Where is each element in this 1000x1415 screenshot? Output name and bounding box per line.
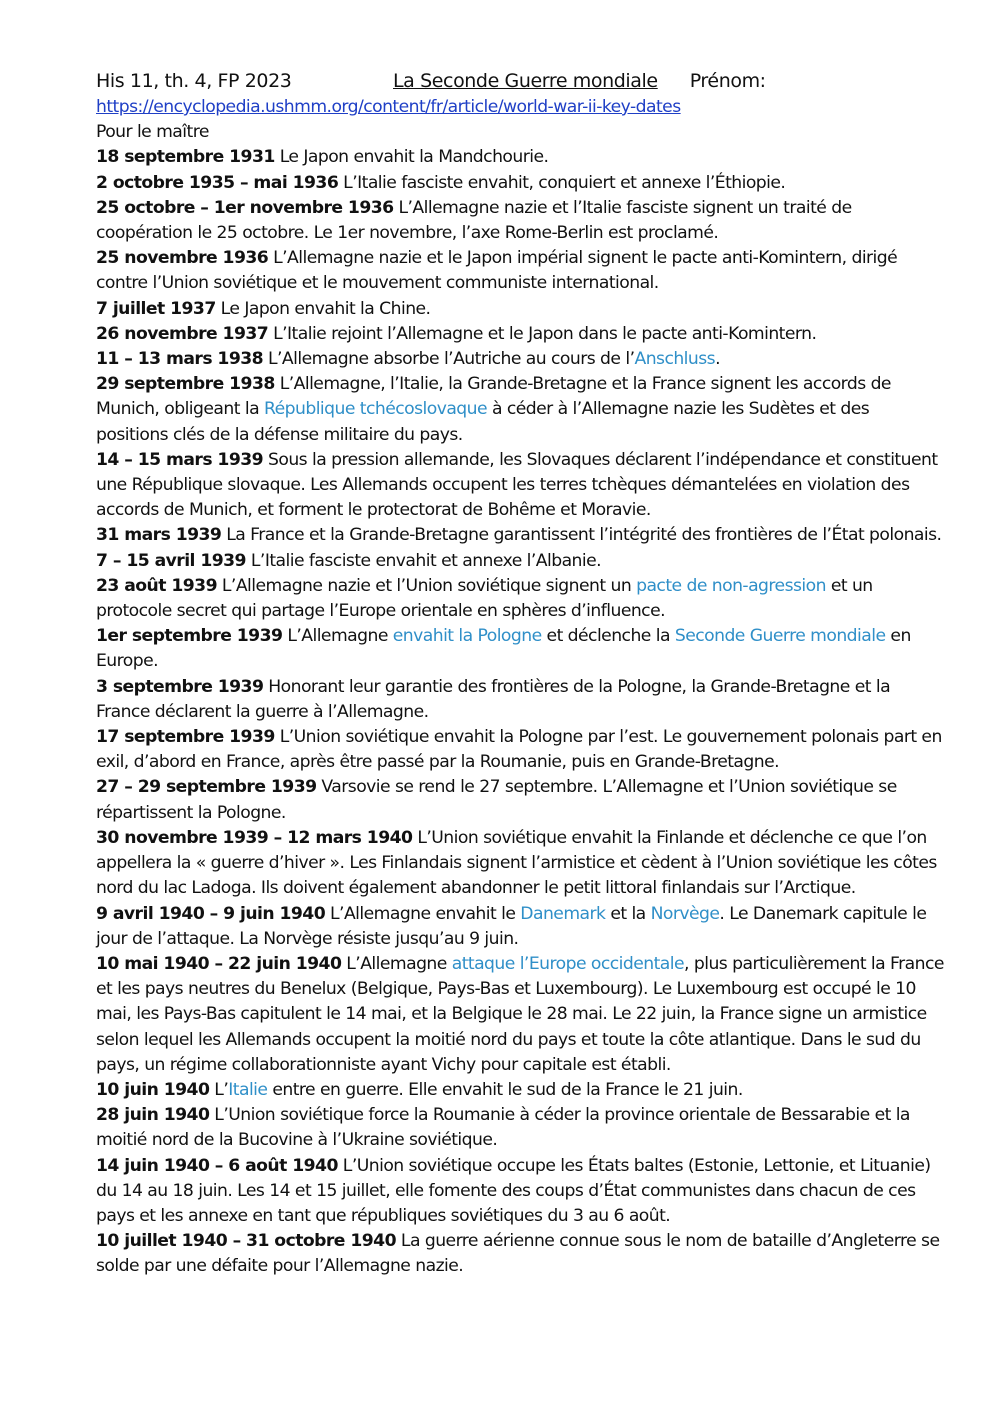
entry-text: L’Allemagne nazie et le Japon impérial signent le pacte anti-Komintern, dirigé contre l’Union soviétique et le mouvement communiste international. <box>96 248 898 294</box>
entry-date: 30 novembre 1939 – 12 mars 1940 <box>96 827 413 848</box>
entry-date: 31 mars 1939 <box>96 525 222 546</box>
document-page <box>96 68 946 1280</box>
entry-date: 25 octobre – 1er novembre 1936 <box>96 197 394 218</box>
timeline-entry <box>96 145 946 170</box>
entry-link[interactable]: envahit la Pologne <box>392 626 542 647</box>
timeline-entry <box>96 523 946 548</box>
entry-text: Sous la pression allemande, les Slovaques déclarent l’indépendance et constituent une République slovaque. Les Allemands occupent les terres tchèques démantelées en violation des accords de Munich, et forment le protectorat de Bohême et Moravie. <box>96 449 938 521</box>
entry-date: 27 – 29 septembre 1939 <box>96 777 317 798</box>
header-line <box>96 68 946 95</box>
entry-text: L’Italie rejoint l’Allemagne et le Japon dans le pacte anti-Komintern. <box>268 323 817 344</box>
entry-date: 26 novembre 1937 <box>96 323 269 344</box>
entry-text: et la <box>605 903 651 924</box>
entry-text: Le Japon envahit la Chine. <box>215 298 431 319</box>
entry-text: L’Allemagne envahit le <box>325 903 521 924</box>
timeline-entry <box>96 624 946 674</box>
timeline-entry <box>96 372 946 448</box>
entry-text: L’Allemagne <box>282 626 393 647</box>
entry-text: et un protocole secret qui partage l’Europe orientale en sphères d’influence. <box>96 575 873 622</box>
entry-date: 28 juin 1940 <box>96 1105 210 1126</box>
entry-text: L’ <box>209 1079 229 1100</box>
timeline-entry <box>96 574 946 624</box>
entry-text: L’Union soviétique envahit la Pologne par l’est. Le gouvernement polonais part en exil, d’abord en France, après être passé par la Roumanie, puis en Grande-Bretagne. <box>96 727 942 773</box>
timeline-entry <box>96 1229 946 1279</box>
entry-date: 11 – 13 mars 1938 <box>96 349 264 370</box>
timeline-entry <box>96 1103 946 1153</box>
timeline-entry <box>96 952 946 1078</box>
name-label: Prénom: <box>689 70 766 92</box>
entry-text: L’Allemagne nazie et l’Union soviétique signent un <box>216 575 637 596</box>
entry-date: 1er septembre 1939 <box>96 626 283 647</box>
source-link[interactable]: https://encyclopedia.ushmm.org/content/fr/article/world-war-ii-key-dates <box>96 97 681 117</box>
timeline-list <box>96 145 946 1279</box>
entry-text: Honorant leur garantie des frontières de la Pologne, la Grande-Bretagne et la France déclarent la guerre à l’Allemagne. <box>96 676 891 722</box>
timeline-entry <box>96 775 946 825</box>
entry-text: L’Allemagne <box>341 953 452 974</box>
entry-text: en Europe. <box>96 626 911 672</box>
entry-date: 10 mai 1940 – 22 juin 1940 <box>96 953 342 974</box>
timeline-entry <box>96 171 946 196</box>
timeline-entry <box>96 347 946 372</box>
entry-text: à céder à l’Allemagne nazie les Sudètes et des positions clés de la défense militaire du pays. <box>96 399 870 445</box>
timeline-entry <box>96 1154 946 1230</box>
entry-date: 3 septembre 1939 <box>96 676 264 697</box>
entry-link[interactable]: République tchécoslovaque <box>263 399 488 420</box>
entry-date: 29 septembre 1938 <box>96 374 275 395</box>
entry-text: L’Union soviétique force la Roumanie à céder la province orientale de Bessarabie et la moitié nord de la Bucovine à l’Ukraine soviétique. <box>96 1105 910 1151</box>
entry-text: L’Union soviétique occupe les États baltes (Estonie, Lettonie, et Lituanie) du 14 au 18 juin. Les 14 et 15 juillet, elle fomente des coups d’État communistes dans chacun de ces pays et les annexe en tant que républiques soviétiques du 3 au 6 août. <box>96 1155 931 1226</box>
entry-link[interactable]: Italie <box>228 1079 268 1100</box>
entry-text: entre en guerre. Elle envahit le sud de la France le 21 juin. <box>267 1079 743 1100</box>
timeline-entry <box>96 902 946 952</box>
entry-date: 9 avril 1940 – 9 juin 1940 <box>96 903 326 924</box>
entry-date: 14 – 15 mars 1939 <box>96 449 264 470</box>
entry-date: 14 juin 1940 – 6 août 1940 <box>96 1155 338 1176</box>
entry-text: L’Italie fasciste envahit, conquiert et annexe l’Éthiopie. <box>338 172 786 193</box>
entry-text: L’Allemagne, l’Italie, la Grande-Bretagne et la France signent les accords de Munich, obligeant la <box>96 374 891 420</box>
entry-date: 17 septembre 1939 <box>96 727 275 748</box>
entry-link[interactable]: Norvège <box>650 903 720 924</box>
entry-date: 10 juin 1940 <box>96 1079 210 1100</box>
entry-link[interactable]: pacte de non-agression <box>636 575 826 596</box>
timeline-entry <box>96 246 946 296</box>
entry-date: 18 septembre 1931 <box>96 147 275 168</box>
timeline-entry <box>96 322 946 347</box>
entry-text: Varsovie se rend le 27 septembre. L’Allemagne et l’Union soviétique se répartissent la Pologne. <box>96 777 897 823</box>
entry-link[interactable]: attaque l’Europe occidentale <box>451 953 685 974</box>
timeline-entry <box>96 725 946 775</box>
entry-link[interactable]: Anschluss <box>634 349 716 370</box>
entry-text: L’Italie fasciste envahit et annexe l’Albanie. <box>245 550 602 571</box>
entry-text: L’Allemagne absorbe l’Autriche au cours de l’ <box>263 349 635 370</box>
entry-text: L’Allemagne nazie et l’Italie fasciste signent un traité de coopération le 25 octobre. Le 1er novembre, l’axe Rome-Berlin est proclamé. <box>96 197 852 244</box>
entry-date: 2 octobre 1935 – mai 1936 <box>96 172 339 193</box>
entry-date: 7 juillet 1937 <box>96 298 216 319</box>
entry-text: L’Union soviétique envahit la Finlande et déclenche ce que l’on appellera la « guerre d’hiver ». Les Finlandais signent l’armistice et cèdent à l’Union soviétique les côtes nord du lac Ladoga. Ils doivent également abandonner le petit littoral finlandais sur l’Arctique. <box>96 827 937 899</box>
timeline-entry <box>96 1078 946 1103</box>
entry-text: . <box>715 349 720 370</box>
entry-date: 7 – 15 avril 1939 <box>96 550 246 571</box>
course-label: His 11, th. 4, FP 2023 <box>96 70 292 92</box>
timeline-entry <box>96 297 946 322</box>
entry-link[interactable]: Seconde Guerre mondiale <box>674 626 886 647</box>
timeline-entry <box>96 826 946 902</box>
timeline-entry <box>96 448 946 524</box>
document-title: La Seconde Guerre mondiale <box>393 70 658 92</box>
timeline-entry <box>96 549 946 574</box>
entry-date: 25 novembre 1936 <box>96 248 269 269</box>
entry-text: La guerre aérienne connue sous le nom de bataille d’Angleterre se solde par une défaite pour l’Allemagne nazie. <box>96 1231 940 1277</box>
timeline-entry <box>96 675 946 725</box>
entry-text: . Le Danemark capitule le jour de l’attaque. La Norvège résiste jusqu’au 9 juin. <box>96 903 927 949</box>
entry-text: La France et la Grande-Bretagne garantissent l’intégrité des frontières de l’État polonais. <box>221 525 942 546</box>
entry-text: Le Japon envahit la Mandchourie. <box>274 147 549 168</box>
timeline-entry <box>96 196 946 246</box>
entry-link[interactable]: Danemark <box>520 903 606 924</box>
entry-date: 23 août 1939 <box>96 575 217 596</box>
entry-text: et déclenche la <box>541 626 675 647</box>
teacher-note: Pour le maître <box>96 122 209 143</box>
entry-text: , plus particulièrement la France et les pays neutres du Benelux (Belgique, Pays-Bas et Luxembourg). Le Luxembourg est occupé le 10 mai, les Pays-Bas capitulent le 14 mai, et la Belgique le 28 mai. Le 22 juin, la France signe un armistice selon lequel les Allemands occupent la moitié nord du pays et toute la côte atlantique. Dans le sud du pays, un régime collaborationniste ayant Vichy pour capitale est établi. <box>96 953 944 1075</box>
entry-date: 10 juillet 1940 – 31 octobre 1940 <box>96 1231 396 1252</box>
